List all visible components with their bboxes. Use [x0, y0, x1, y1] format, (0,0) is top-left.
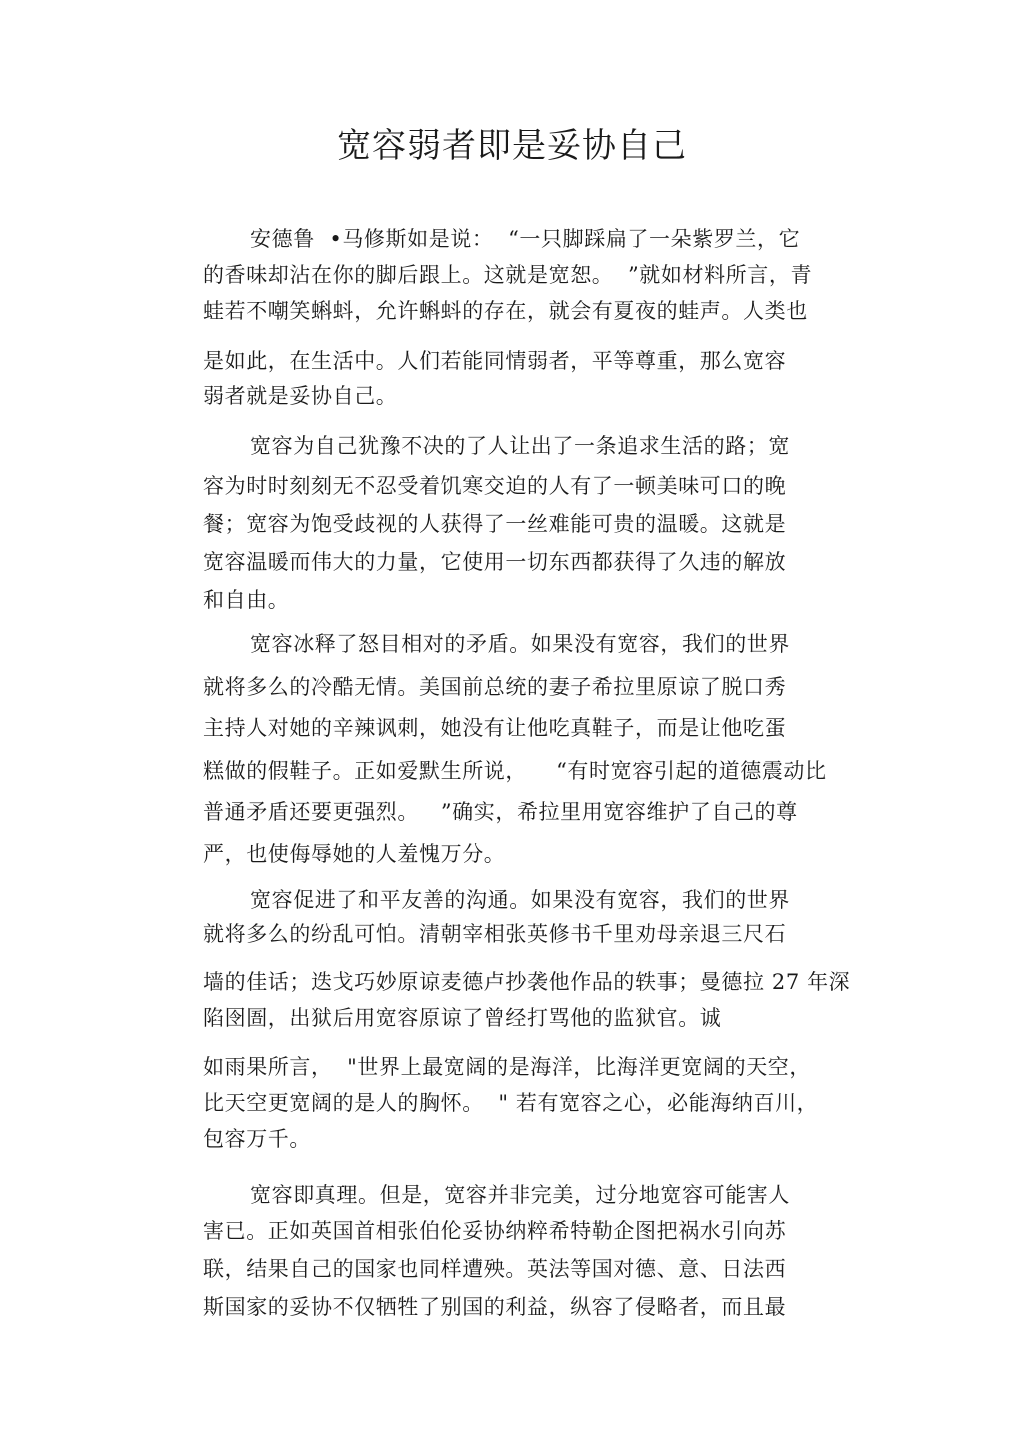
paragraph-1-line-5: 弱者就是妥协自己。 [203, 384, 398, 408]
paragraph-1-line-3: 蛙若不嘲笑蝌蚪，允许蝌蚪的存在，就会有夏夜的蛙声。人类也 [203, 299, 808, 323]
paragraph-5-line-3: 联，结果自己的国家也同样遭殃。英法等国对德、意、日法西 [203, 1257, 787, 1281]
paragraph-5-line-2: 害已。正如英国首相张伯伦妥协纳粹希特勒企图把祸水引向苏 [203, 1219, 787, 1243]
paragraph-3-line-1: 宽容冰释了怒目相对的矛盾。如果没有宽容，我们的世界 [250, 632, 790, 656]
paragraph-2-line-3: 餐；宽容为饱受歧视的人获得了一丝难能可贵的温暖。这就是 [203, 512, 787, 536]
paragraph-5-line-4: 斯国家的妥协不仅牺牲了别国的利益，纵容了侵略者，而且最 [203, 1295, 787, 1319]
paragraph-1-line-4: 是如此，在生活中。人们若能同情弱者，平等尊重，那么宽容 [203, 349, 787, 373]
paragraph-4-line-2: 就将多么的纷乱可怕。清朝宰相张英修书千里劝母亲退三尺石 [203, 922, 787, 946]
paragraph-3-line-4: 糕做的假鞋子。正如爱默生所说， “有时宽容引起的道德震动比 [203, 759, 827, 783]
paragraph-4-line-6: 比天空更宽阔的是人的胸怀。 " 若有宽容之心，必能海纳百川， [203, 1091, 819, 1115]
paragraph-4-line-3: 墙的佳话；迭戈巧妙原谅麦德卢抄袭他作品的轶事；曼德拉 27 年深 [203, 970, 851, 994]
paragraph-1-line-1: 安德鲁 •马修斯如是说： “一只脚踩扁了一朵紫罗兰，它 [250, 227, 801, 251]
paragraph-2-line-1: 宽容为自己犹豫不决的了人让出了一条追求生活的路；宽 [250, 434, 790, 458]
paragraph-2-line-2: 容为时时刻刻无不忍受着饥寒交迫的人有了一顿美味可口的晚 [203, 474, 787, 498]
paragraph-4-line-7: 包容万千。 [203, 1127, 311, 1151]
paragraph-3-line-2: 就将多么的冷酷无情。美国前总统的妻子希拉里原谅了脱口秀 [203, 675, 787, 699]
paragraph-4-line-1: 宽容促进了和平友善的沟通。如果没有宽容，我们的世界 [250, 888, 790, 912]
document-title: 宽容弱者即是妥协自己 [337, 126, 687, 166]
paragraph-2-line-4: 宽容温暖而伟大的力量，它使用一切东西都获得了久违的解放 [203, 550, 787, 574]
paragraph-1-line-2: 的香味却沾在你的脚后跟上。这就是宽恕。 ”就如材料所言，青 [203, 263, 813, 287]
paragraph-3-line-6: 严，也使侮辱她的人羞愧万分。 [203, 842, 506, 866]
paragraph-4-line-5: 如雨果所言， "世界上最宽阔的是海洋，比海洋更宽阔的天空， [203, 1055, 812, 1079]
paragraph-4-line-4: 陷囹圄，出狱后用宽容原谅了曾经打骂他的监狱官。诚 [203, 1006, 722, 1030]
paragraph-2-line-5: 和自由。 [203, 588, 290, 612]
paragraph-3-line-5: 普通矛盾还要更强烈。 ”确实，希拉里用宽容维护了自己的尊 [203, 800, 798, 824]
paragraph-5-line-1: 宽容即真理。但是，宽容并非完美，过分地宽容可能害人 [250, 1183, 790, 1207]
paragraph-3-line-3: 主持人对她的辛辣讽刺，她没有让他吃真鞋子，而是让他吃蛋 [203, 716, 787, 740]
